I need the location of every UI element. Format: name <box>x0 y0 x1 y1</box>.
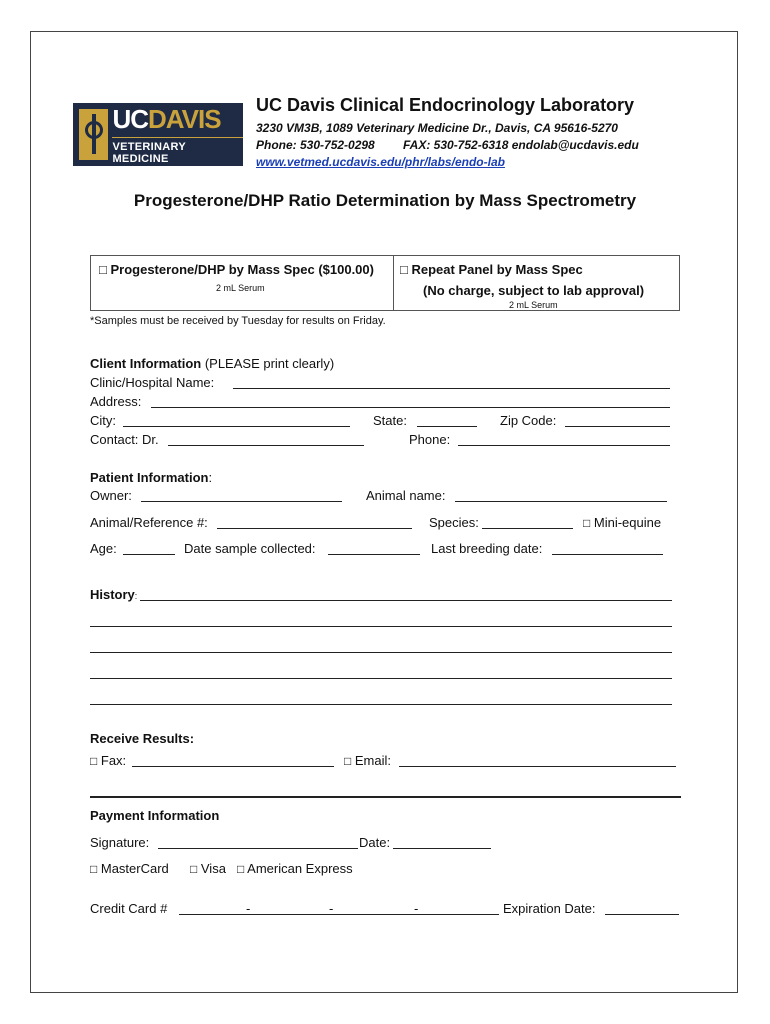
expiration-field[interactable] <box>605 914 679 915</box>
option-repeat-panel[interactable]: □ Repeat Panel by Mass Spec <box>400 262 583 277</box>
visa-option[interactable]: □ Visa <box>190 861 226 876</box>
lab-name: UC Davis Clinical Endocrinology Laboratory <box>256 95 635 115</box>
amex-option[interactable]: □ American Express <box>237 861 353 876</box>
history-line-2[interactable] <box>90 626 672 627</box>
mini-equine-option[interactable]: □ Mini-equine <box>583 515 662 530</box>
cc-separator-3: - <box>414 901 419 916</box>
checkbox-icon[interactable]: □ <box>90 754 98 768</box>
payment-date-field[interactable] <box>393 848 491 849</box>
option-progesterone-dhp[interactable]: □ Progesterone/DHP by Mass Spec ($100.00) <box>99 262 374 277</box>
checkbox-icon[interactable]: □ <box>583 516 591 530</box>
city-label: City: <box>90 413 116 428</box>
animal-name-field[interactable] <box>455 501 667 502</box>
signature-field[interactable] <box>158 848 358 849</box>
left-sample-requirement: 2 mL Serum <box>216 283 265 293</box>
clinic-label: Clinic/Hospital Name: <box>90 375 215 390</box>
payment-date-label: Date: <box>359 835 391 850</box>
signature-label: Signature: <box>90 835 150 850</box>
phone-label: Phone: <box>409 432 451 447</box>
history-line-4[interactable] <box>90 678 672 679</box>
sample-deadline-note: *Samples must be received by Tuesday for results on Friday. <box>90 315 386 327</box>
credit-card-label: Credit Card # <box>90 901 168 916</box>
caduceus-icon <box>79 109 108 160</box>
date-collected-field[interactable] <box>328 554 420 555</box>
panel-divider <box>393 256 394 311</box>
test-selection-box <box>90 255 680 311</box>
animal-ref-label: Animal/Reference #: <box>90 515 208 530</box>
species-field[interactable] <box>482 528 573 529</box>
mastercard-option[interactable]: □ MasterCard <box>90 861 169 876</box>
client-info-heading: Client Information (PLEASE print clearly) <box>90 356 335 371</box>
credit-card-field[interactable] <box>179 914 499 915</box>
checkbox-icon[interactable]: □ <box>99 262 107 277</box>
logo-davis: DAVIS <box>148 103 221 134</box>
lab-address: 3230 VM3B, 1089 Veterinary Medicine Dr., Davis, CA 95616-5270 <box>256 121 618 135</box>
clinic-field[interactable] <box>233 388 670 389</box>
date-collected-label: Date sample collected: <box>184 541 316 556</box>
address-field[interactable] <box>151 407 670 408</box>
checkbox-icon[interactable]: □ <box>344 754 352 768</box>
checkbox-icon[interactable]: □ <box>190 862 198 876</box>
payment-heading: Payment Information <box>90 808 220 823</box>
last-breeding-label: Last breeding date: <box>431 541 543 556</box>
logo-uc: UC <box>112 103 149 134</box>
repeat-panel-note: (No charge, subject to lab approval) <box>423 283 645 298</box>
contact-label: Contact: Dr. <box>90 432 159 447</box>
expiration-label: Expiration Date: <box>503 901 596 916</box>
right-sample-requirement: 2 mL Serum <box>509 300 558 310</box>
lab-website-link[interactable]: www.vetmed.ucdavis.edu/phr/labs/endo-lab <box>256 155 505 169</box>
cc-separator-1: - <box>246 901 251 916</box>
last-breeding-field[interactable] <box>552 554 663 555</box>
history-line-3[interactable] <box>90 652 672 653</box>
checkbox-icon[interactable]: □ <box>90 862 98 876</box>
phone-field[interactable] <box>458 445 670 446</box>
species-label: Species: <box>429 515 479 530</box>
cc-separator-2: - <box>329 901 334 916</box>
address-label: Address: <box>90 394 142 409</box>
age-field[interactable] <box>123 554 175 555</box>
owner-field[interactable] <box>141 501 342 502</box>
state-field[interactable] <box>417 426 477 427</box>
zip-field[interactable] <box>565 426 670 427</box>
zip-label: Zip Code: <box>500 413 557 428</box>
history-line-1[interactable] <box>140 600 672 601</box>
lab-phone: Phone: 530-752-0298 <box>256 138 375 152</box>
section-divider <box>90 796 681 798</box>
patient-info-heading: Patient Information: <box>90 470 213 485</box>
form-title: Progesterone/DHP Ratio Determination by Mass Spectrometry <box>133 191 637 210</box>
city-field[interactable] <box>123 426 350 427</box>
checkbox-icon[interactable]: □ <box>237 862 245 876</box>
lab-fax-email: FAX: 530-752-6318 endolab@ucdavis.edu <box>403 138 639 152</box>
age-label: Age: <box>90 541 117 556</box>
state-label: State: <box>373 413 407 428</box>
ucdavis-vet-logo <box>73 103 243 166</box>
email-option[interactable]: □ Email: <box>344 753 391 768</box>
checkbox-icon[interactable]: □ <box>400 262 408 277</box>
owner-label: Owner: <box>90 488 132 503</box>
fax-field[interactable] <box>132 766 334 767</box>
animal-ref-field[interactable] <box>217 528 412 529</box>
contact-field[interactable] <box>168 445 364 446</box>
email-field[interactable] <box>399 766 676 767</box>
fax-option[interactable]: □ Fax: <box>90 753 127 768</box>
history-label: History: <box>90 587 138 602</box>
logo-vet-medicine: VETERINARY MEDICINE <box>112 137 243 165</box>
history-line-5[interactable] <box>90 704 672 705</box>
animal-name-label: Animal name: <box>366 488 446 503</box>
receive-results-heading: Receive Results: <box>90 731 195 746</box>
